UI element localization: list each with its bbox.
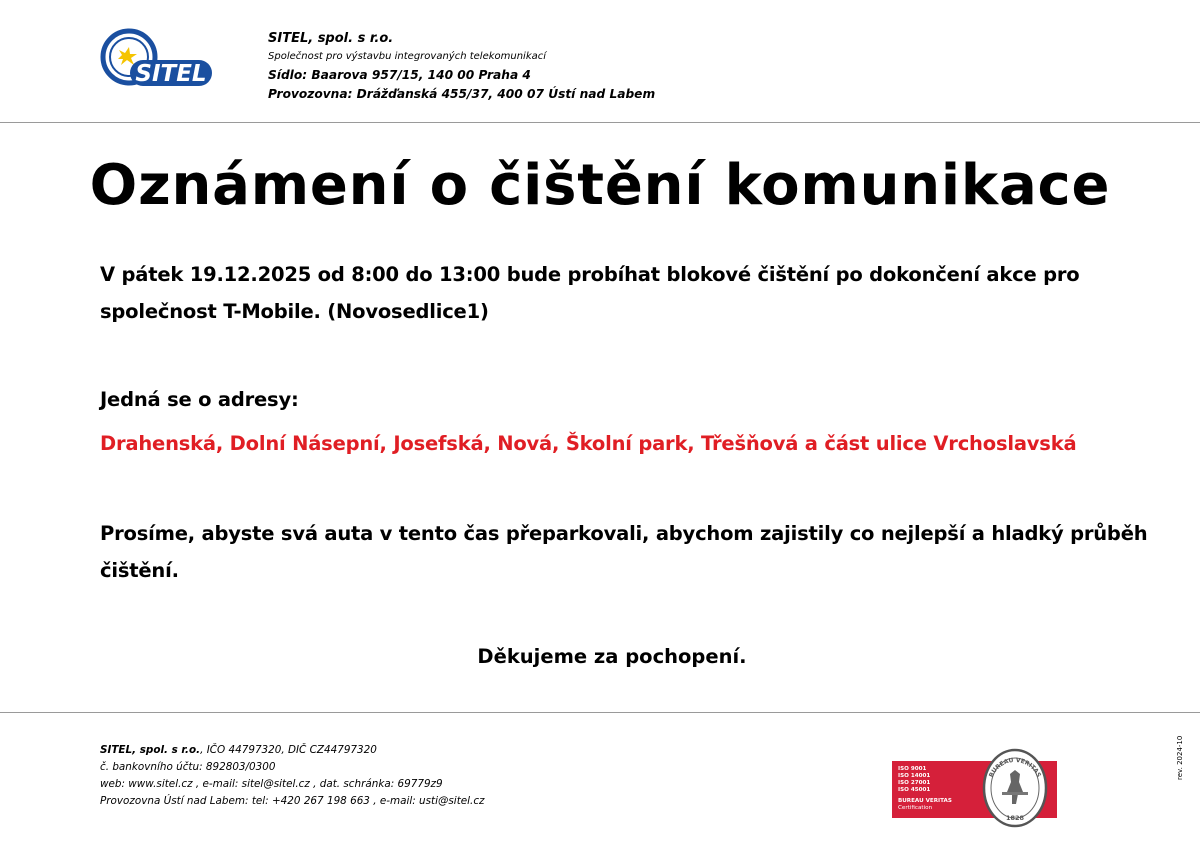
company-name: SITEL, spol. s r.o. xyxy=(268,31,394,46)
addresses-list: Drahenská, Dolní Násepní, Josefská, Nová, Školní park, Třešňová a část ulice Vrchoslavská xyxy=(100,432,1077,455)
cert-sub: Certification xyxy=(898,805,933,811)
cert-iso-27001: ISO 27001 xyxy=(898,780,931,786)
cert-org: BUREAU VERITAS xyxy=(898,798,952,804)
sitel-logo xyxy=(100,28,214,92)
cert-iso-9001: ISO 9001 xyxy=(898,766,927,772)
footer-bank: č. bankovního účtu: 892803/0300 xyxy=(100,761,276,773)
addresses-label: Jedná se o adresy: xyxy=(100,388,299,411)
seal-top-text: BUREAU VERITAS xyxy=(987,756,1043,779)
footer-ids: , IČO 44797320, DIČ CZ44797320 xyxy=(200,744,377,756)
bureau-veritas-seal xyxy=(982,748,1048,828)
svg-text:SITEL: SITEL xyxy=(135,61,207,87)
revision-label: rev. 2024-10 xyxy=(1176,735,1184,780)
footer-branch-contact: Provozovna Ústí nad Labem: tel: +420 267 198 663 , e-mail: usti@sitel.cz xyxy=(100,795,485,807)
company-header xyxy=(268,30,655,104)
company-branch: Provozovna: Drážďanská 455/37, 400 07 Ústí nad Labem xyxy=(268,87,656,101)
company-seat: Sídlo: Baarova 957/15, 140 00 Praha 4 xyxy=(268,68,531,82)
notice-intro: V pátek 19.12.2025 od 8:00 do 13:00 bude probíhat blokové čištění po dokončení akce pro společnost T-Mobile. (Novosedlice1) xyxy=(100,263,1080,323)
footer-company-row xyxy=(100,742,485,759)
footer-divider xyxy=(0,712,1200,713)
cert-iso-45001: ISO 45001 xyxy=(898,787,931,793)
footer-company-name: SITEL, spol. s r.o. xyxy=(100,744,201,756)
header-divider xyxy=(0,122,1200,123)
footer-info xyxy=(100,742,485,810)
thanks-text: Děkujeme za pochopení. xyxy=(477,645,747,668)
parking-request: Prosíme, abyste svá auta v tento čas přeparkovali, abychom zajistily co nejlepší a hladký průběh čištění. xyxy=(100,522,1148,582)
cert-iso-14001: ISO 14001 xyxy=(898,773,931,779)
footer-contact: web: www.sitel.cz , e-mail: sitel@sitel.cz , dat. schránka: 69779z9 xyxy=(100,778,443,790)
notice-title: Oznámení o čištění komunikace xyxy=(89,153,1111,218)
seal-year: 1828 xyxy=(1005,814,1025,822)
company-tagline: Společnost pro výstavbu integrovaných telekomunikací xyxy=(268,51,547,62)
